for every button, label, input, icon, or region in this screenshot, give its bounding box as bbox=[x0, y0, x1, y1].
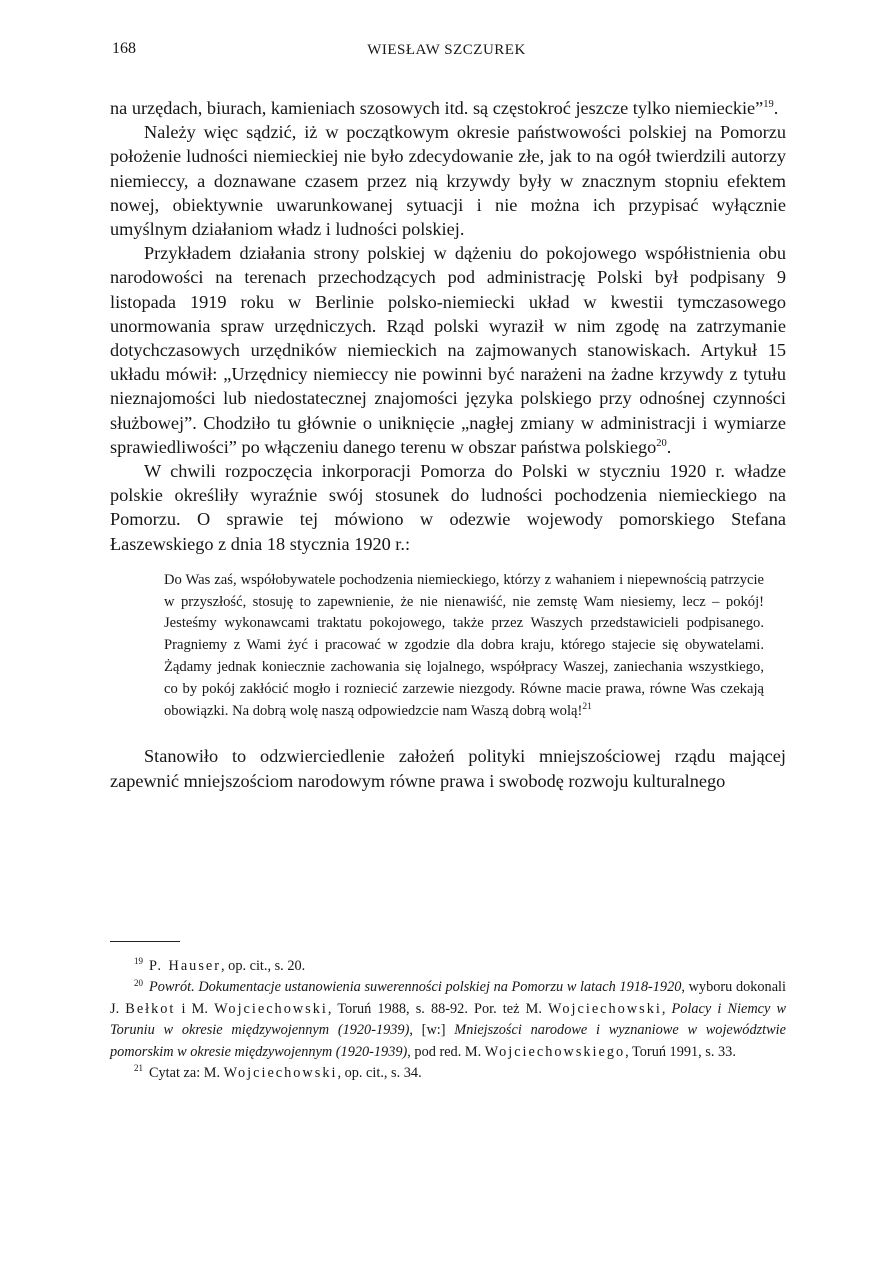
paragraph-3-text: Przykładem działania strony polskiej w dążeniu do pokojowego współistnienia obu narodowości na terenach przechodzących pod administrację Polski był podpisany 9 listopada 1919 roku w Berlinie polsko-niemiecki układ w kwestii tymczasowego unormowania spraw urzędniczych. Rząd polski wyraził w nim zgodę na zatrzymanie dotychczasowych urzędników niemieckich na zajmowanych stanowiskach. Artykuł 15 układu mówił: „Urzędnicy niemieccy nie powinni być narażeni na żadne krzywdy z tytułu nieznajomości lub niedostatecznej znajomości języka polskiego przy odnośnej czynności służbowej”. Chodziło tu głównie o uniknięcie „nagłej zmiany w administracji i wymiarze sprawiedliwości” po włączeniu danego terenu w obszar państwa polskiego bbox=[110, 243, 786, 457]
paragraph-2: Należy więc sądzić, iż w początkowym okresie państwowości polskiej na Pomorzu położenie ludności niemieckiej nie było zdecydowanie złe, jak to na ogół twierdzili autorzy niemieccy, a doznawane czasem przez nią krzywdy były w znacznym stopniu efektem nowej, obiektywnie uwarunkowanej sytuacji i nie można ich przypisać wyłącznie umyślnym działaniom władz i ludności polskiej. bbox=[110, 122, 786, 240]
paragraph-1 bbox=[110, 96, 786, 120]
footnote-20-author-4: Wojciechowskiego bbox=[484, 1043, 626, 1060]
page-number: 168 bbox=[112, 40, 136, 57]
footnote-20-text-5: , [w:] bbox=[409, 1022, 455, 1039]
footnote-20-text-1: , wyboru dokonali J. bbox=[110, 979, 786, 1017]
footnote-20-title-1: Powrót. Dokumentacje ustanowienia suwerenności polskiej na Pomorzu w latach 1918-1920 bbox=[149, 979, 682, 996]
footnote-20-text-7: , Toruń 1991, s. 33. bbox=[625, 1043, 736, 1060]
paragraph-4: W chwili rozpoczęcia inkorporacji Pomorza do Polski w styczniu 1920 r. władze polskie określiły wyraźnie swój stosunek do ludności pochodzenia niemieckiego na Pomorzu. O sprawie tej mówiono w odezwie wojewody pomorskiego Stefana Łaszewskiego z dnia 18 stycznia 1920 r.: bbox=[110, 461, 786, 554]
paragraph-1-end: . bbox=[773, 98, 779, 118]
footnote-ref-20: 20 bbox=[656, 437, 667, 449]
footnote-ref-19: 19 bbox=[763, 98, 774, 110]
footnotes bbox=[110, 956, 786, 1084]
paragraph-3-end: . bbox=[666, 436, 672, 457]
footnote-20-author-2: Wojciechowski bbox=[214, 1000, 328, 1017]
footnote-20 bbox=[110, 977, 786, 1063]
footnote-20-mark: 20 bbox=[134, 977, 143, 988]
body-text bbox=[110, 96, 786, 793]
running-head: WIESŁAW SZCZUREK bbox=[367, 42, 526, 58]
block-quote-text: Do Was zaś, współobywatele pochodzenia niemieckiego, którzy z wahaniem i niepewnością patrzycie w przyszłość, stosuję to zapewnienie, że nie nienawiść, nie zemstę Wam niesiemy, lecz – pokój! Jesteśmy wykonawcami traktatu pokojowego, także przez Waszych przedstawicieli podpisanego. Pragniemy z Wami żyć i pracować w zgodzie dla dobra kraju, którego stajecie się obywatelami. Żądamy jednak koniecznie zachowania się lojalnego, współpracy Waszej, zaniechania wszystkiego, co by pokój zakłócić mogło i rozniecić zarzewie niezgody. Równe macie prawa, równe Was czekają obowiązki. Na dobrą wolę naszą odpowiedzcie nam Waszą dobrą wolą! bbox=[164, 571, 764, 719]
footnote-20-title-3: Mniejszości narodowe i wyznaniowe w województwie pomorskim w okresie międzywojennym (1920-1939) bbox=[110, 1022, 786, 1060]
paragraph-5: Stanowiło to odzwierciedlenie założeń polityki mniejszościowej rządu mającej zapewnić mniejszościom narodowym równe prawa i swobodę rozwoju kulturalnego bbox=[110, 746, 786, 791]
paragraph-1-text: na urzędach, biurach, kamieniach szosowych itd. są częstokroć jeszcze tylko niemieckie” bbox=[110, 98, 764, 118]
footnote-20-author-1: Bełkot bbox=[125, 1000, 176, 1017]
block-quote bbox=[164, 570, 764, 723]
footnote-ref-21: 21 bbox=[582, 701, 592, 712]
footnote-21-mark: 21 bbox=[134, 1063, 143, 1074]
footnote-19-rest: , op. cit., s. 20. bbox=[221, 958, 306, 974]
footnote-20-text-6: , pod red. M. bbox=[407, 1043, 485, 1060]
footnote-separator bbox=[110, 941, 180, 942]
footnote-20-text-4: , bbox=[661, 1000, 672, 1017]
footnote-21-author: Wojciechowski bbox=[223, 1065, 338, 1082]
footnote-19-mark: 19 bbox=[134, 956, 143, 967]
footnote-21 bbox=[110, 1063, 786, 1084]
paragraph-3 bbox=[110, 241, 786, 459]
footnote-20-author-3: Wojciechowski bbox=[548, 1000, 662, 1017]
footnote-20-title-2: Polacy i Niemcy w Toruniu w okresie międzywojennym (1920-1939) bbox=[110, 1000, 787, 1039]
footnote-21-text-2: , op. cit., s. 34. bbox=[337, 1065, 422, 1082]
footnote-19 bbox=[110, 956, 786, 977]
footnote-21-text-1: Cytat za: M. bbox=[149, 1065, 224, 1082]
footnote-20-text-2: i M. bbox=[175, 1000, 215, 1017]
footnote-19-author: P. Hauser bbox=[149, 958, 222, 974]
footnote-20-text-3: , Toruń 1988, s. 88-92. Por. też M. bbox=[327, 1000, 549, 1017]
